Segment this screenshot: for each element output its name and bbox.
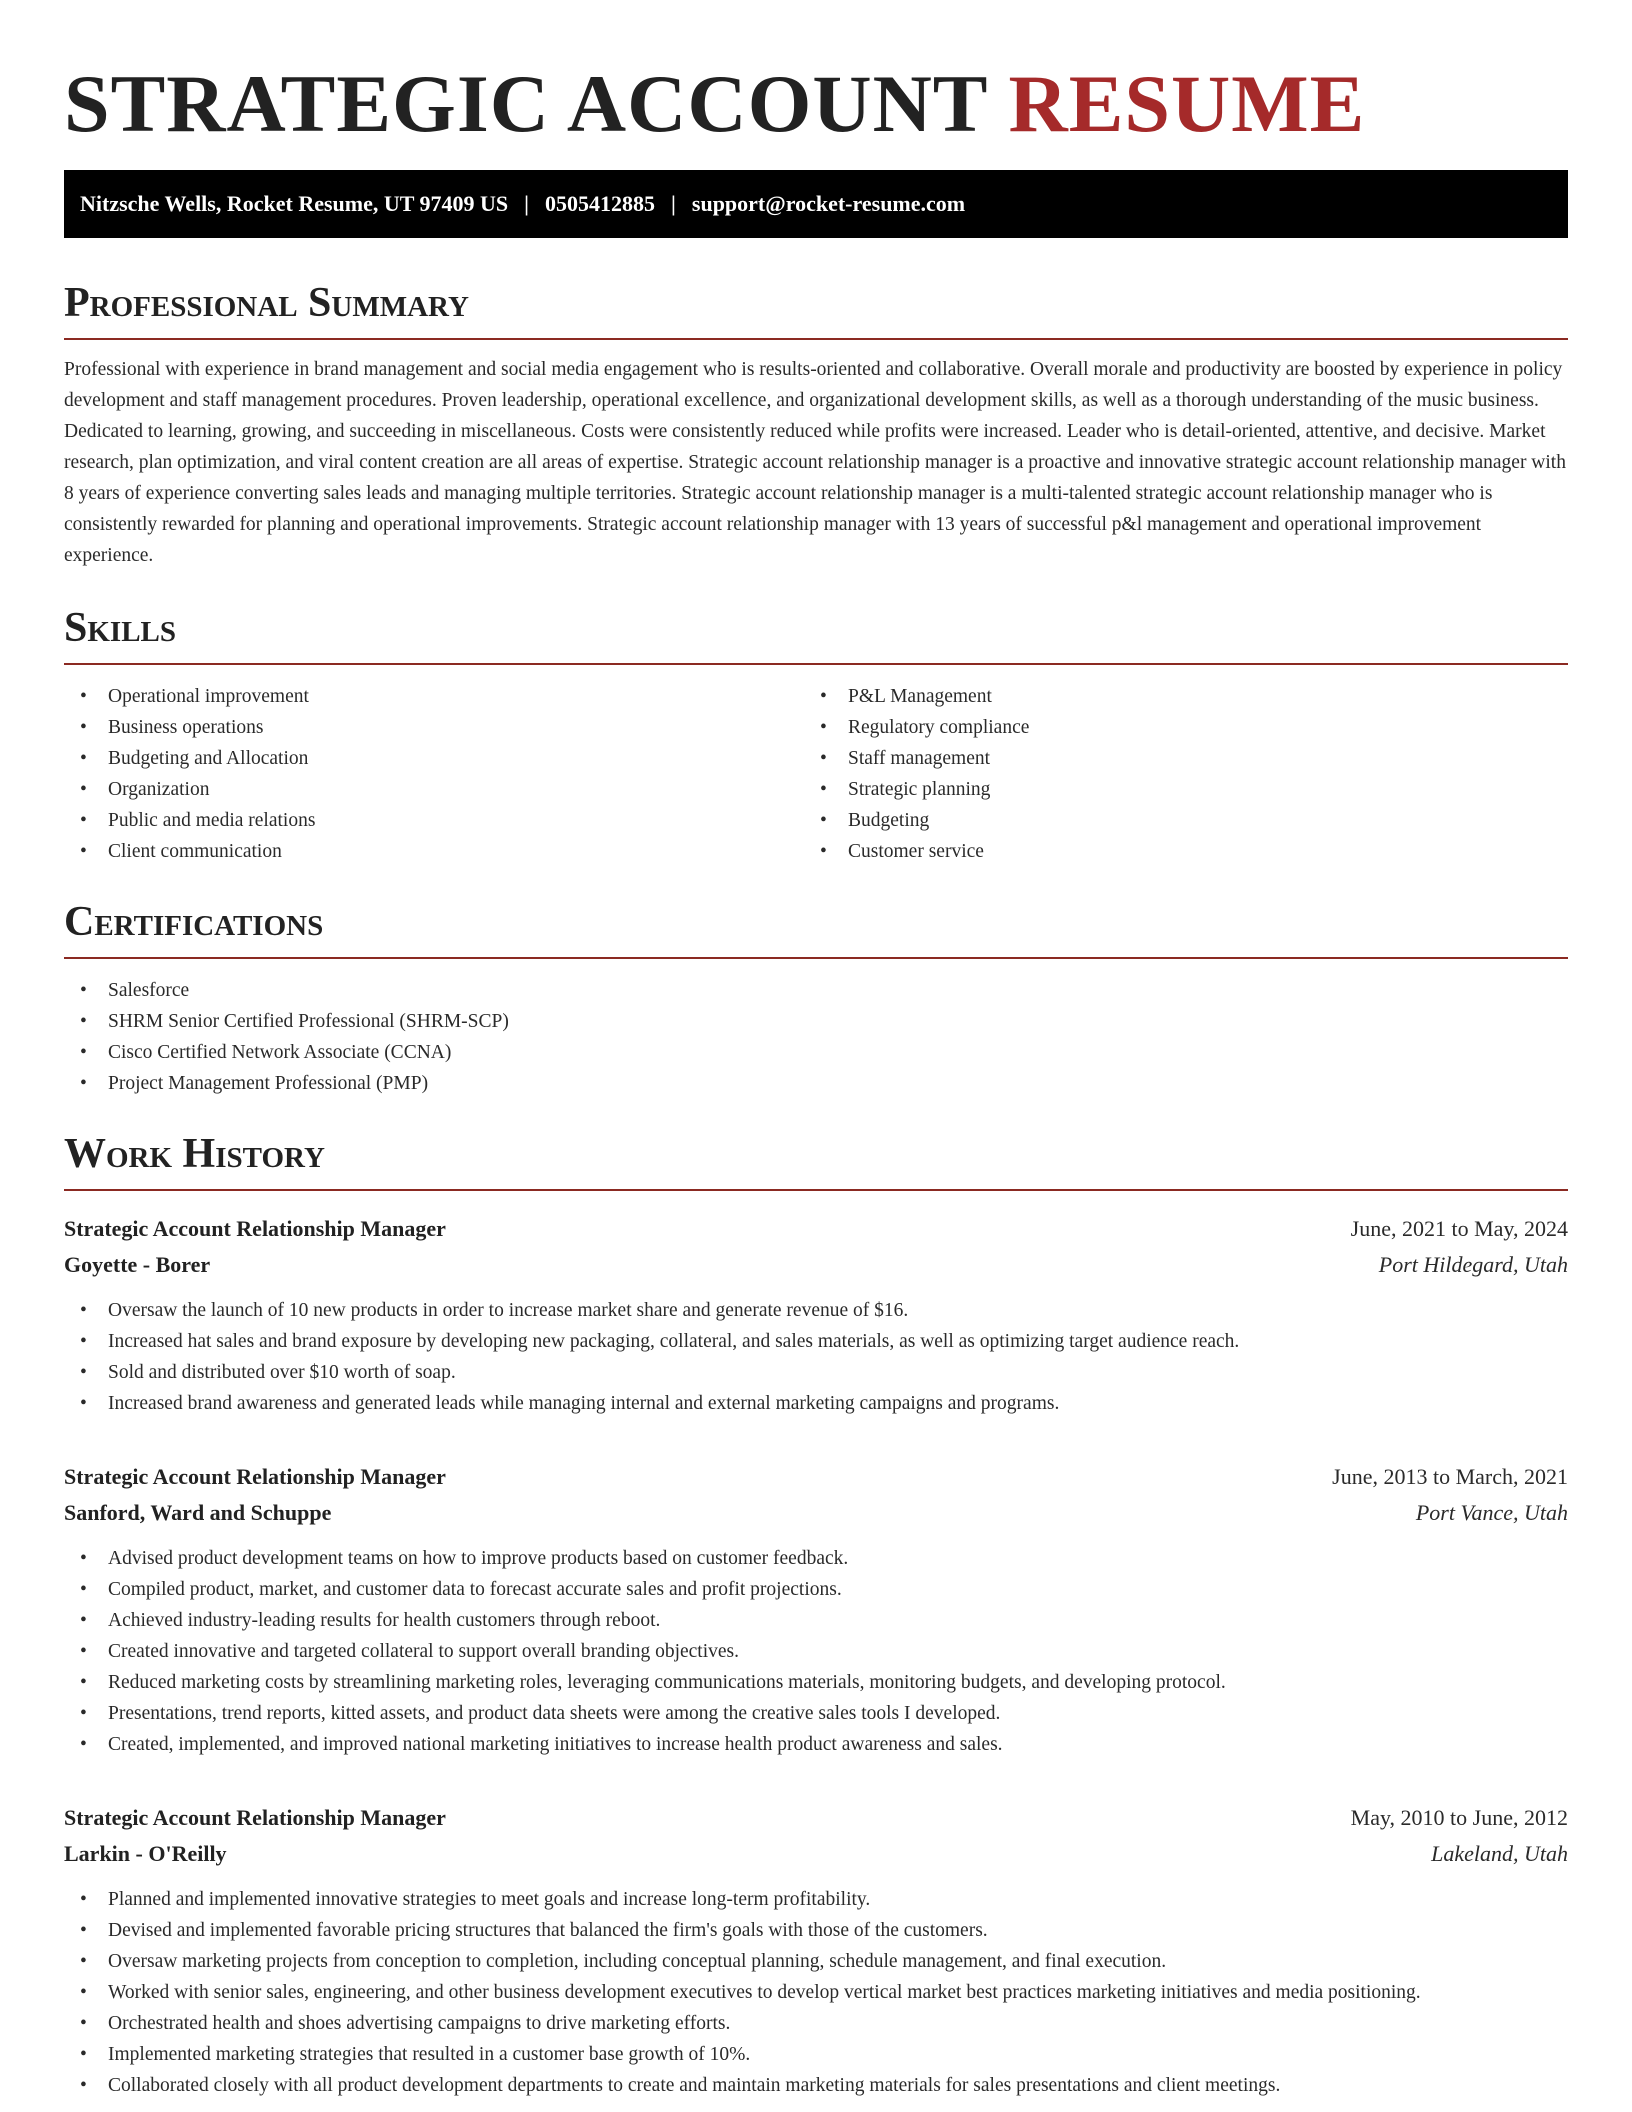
- job-bullet: • Implemented marketing strategies that resulted in a customer base growth of 10%.: [64, 2039, 1568, 2070]
- job-company: Sanford, Ward and Schuppe: [64, 1500, 332, 1525]
- skills-list-right: [804, 681, 1544, 867]
- job-bullet: • Worked with senior sales, engineering, and other business development executives to develop vertical market best practices marketing initiatives and media positioning.: [64, 1977, 1568, 2008]
- skill-item: • Regulatory compliance: [804, 712, 1544, 743]
- skill-item: • Public and media relations: [64, 805, 804, 836]
- certifications-list: [64, 975, 1568, 1099]
- skill-item: • Operational improvement: [64, 681, 804, 712]
- resume-title: [64, 58, 1568, 150]
- job-header-row: [64, 1211, 1568, 1247]
- job-company-row: [64, 1495, 1568, 1531]
- section-heading-skills: Skills: [64, 603, 1568, 665]
- section-heading-certifications: Certifications: [64, 897, 1568, 959]
- job-bullet: • Devised and implemented favorable pricing structures that balanced the firm's goals with those of the customers.: [64, 1915, 1568, 1946]
- job-dates: June, 2013 to March, 2021: [1332, 1464, 1568, 1489]
- title-accent: RESUME: [1008, 58, 1366, 149]
- job-bullet: • Oversaw marketing projects from conception to completion, including conceptual planning, schedule management, and final execution.: [64, 1946, 1568, 1977]
- certifications-section: [64, 897, 1568, 1099]
- skill-item: • Staff management: [804, 743, 1544, 774]
- skills-grid: [64, 681, 1568, 867]
- section-heading-work-history: Work History: [64, 1129, 1568, 1191]
- contact-phone: 0505412885: [545, 191, 656, 216]
- job-dates: June, 2021 to May, 2024: [1350, 1216, 1568, 1241]
- job-bullets: [64, 1295, 1568, 1419]
- job-bullet: • Collaborated closely with all product development departments to create and maintain marketing materials for sales presentations and client meetings.: [64, 2070, 1568, 2101]
- job-bullet: • Increased brand awareness and generated leads while managing internal and external marketing campaigns and programs.: [64, 1388, 1568, 1419]
- skill-item: • Strategic planning: [804, 774, 1544, 805]
- skill-item: • Budgeting: [804, 805, 1544, 836]
- certification-item: • SHRM Senior Certified Professional (SHRM-SCP): [64, 1006, 1568, 1037]
- skill-item: • Customer service: [804, 836, 1544, 867]
- job-bullet: • Planned and implemented innovative strategies to meet goals and increase long-term profitability.: [64, 1884, 1568, 1915]
- certification-item: • Cisco Certified Network Associate (CCNA): [64, 1037, 1568, 1068]
- professional-summary-section: [64, 278, 1568, 571]
- job-company-row: [64, 1247, 1568, 1283]
- skill-item: • Budgeting and Allocation: [64, 743, 804, 774]
- skills-section: [64, 603, 1568, 867]
- job-entry: [64, 1800, 1568, 2101]
- job-entry: [64, 1211, 1568, 1419]
- job-title: Strategic Account Relationship Manager: [64, 1805, 446, 1830]
- contact-separator: |: [671, 191, 676, 216]
- job-bullets: [64, 1884, 1568, 2101]
- job-title: Strategic Account Relationship Manager: [64, 1464, 446, 1489]
- job-bullet: • Achieved industry-leading results for health customers through reboot.: [64, 1605, 1568, 1636]
- job-bullets: [64, 1543, 1568, 1760]
- job-bullet: • Sold and distributed over $10 worth of soap.: [64, 1357, 1568, 1388]
- section-heading-summary: Professional Summary: [64, 278, 1568, 340]
- skill-item: • Client communication: [64, 836, 804, 867]
- job-bullet: • Compiled product, market, and customer data to forecast accurate sales and profit projections.: [64, 1574, 1568, 1605]
- job-bullet: • Increased hat sales and brand exposure by developing new packaging, collateral, and sales materials, as well as optimizing target audience reach.: [64, 1326, 1568, 1357]
- skill-item: • Business operations: [64, 712, 804, 743]
- job-header-row: [64, 1459, 1568, 1495]
- contact-email: support@rocket-resume.com: [691, 191, 966, 216]
- certification-item: • Project Management Professional (PMP): [64, 1068, 1568, 1099]
- summary-text: Professional with experience in brand management and social media engagement who is results-oriented and collaborative. Overall morale and productivity are boosted by experience in policy development and staff management procedures. Proven leadership, operational excellence, and organizational development skills, as well as a thorough understanding of the music business. Dedicated to learning, growing, and succeeding in miscellaneous. Costs were consistently reduced while profits were increased. Leader who is detail-oriented, attentive, and decisive. Market research, plan optimization, and viral content creation are all areas of expertise. Strategic account relationship manager is a proactive and innovative strategic account relationship manager with 8 years of experience converting sales leads and managing multiple territories. Strategic account relationship manager is a multi-talented strategic account relationship manager who is consistently rewarded for planning and operational improvements. Strategic account relationship manager with 13 years of successful p&l management and operational improvement experience.: [64, 359, 1566, 566]
- job-location: Port Vance, Utah: [1415, 1500, 1568, 1525]
- job-bullet: • Created innovative and targeted collateral to support overall branding objectives.: [64, 1636, 1568, 1667]
- contact-separator: |: [524, 191, 530, 216]
- job-bullet: • Reduced marketing costs by streamlining marketing roles, leveraging communications materials, monitoring budgets, and developing protocol.: [64, 1667, 1568, 1698]
- skill-item: • P&L Management: [804, 681, 1544, 712]
- certification-item: • Salesforce: [64, 975, 1568, 1006]
- work-history-section: [64, 1129, 1568, 2101]
- job-company-row: [64, 1836, 1568, 1872]
- job-company: Larkin - O'Reilly: [64, 1841, 227, 1866]
- job-bullet: • Oversaw the launch of 10 new products in order to increase market share and generate revenue of $16.: [64, 1295, 1568, 1326]
- job-dates: May, 2010 to June, 2012: [1350, 1805, 1568, 1830]
- job-location: Lakeland, Utah: [1431, 1841, 1568, 1866]
- contact-address: Nitzsche Wells, Rocket Resume, UT 97409 US: [80, 191, 509, 216]
- job-location: Port Hildegard, Utah: [1378, 1252, 1568, 1277]
- contact-bar: [64, 170, 1568, 238]
- job-bullet: • Advised product development teams on how to improve products based on customer feedback.: [64, 1543, 1568, 1574]
- job-bullet: • Orchestrated health and shoes advertising campaigns to drive marketing efforts.: [64, 2008, 1568, 2039]
- skill-item: • Organization: [64, 774, 804, 805]
- job-title: Strategic Account Relationship Manager: [64, 1216, 446, 1241]
- job-company: Goyette - Borer: [64, 1252, 211, 1277]
- job-bullet: • Created, implemented, and improved national marketing initiatives to increase health product awareness and sales.: [64, 1729, 1568, 1760]
- job-header-row: [64, 1800, 1568, 1836]
- job-entry: [64, 1459, 1568, 1760]
- title-main: STRATEGIC ACCOUNT: [64, 58, 988, 149]
- skills-list-left: [64, 681, 804, 867]
- job-bullet: • Presentations, trend reports, kitted assets, and product data sheets were among the creative sales tools I developed.: [64, 1698, 1568, 1729]
